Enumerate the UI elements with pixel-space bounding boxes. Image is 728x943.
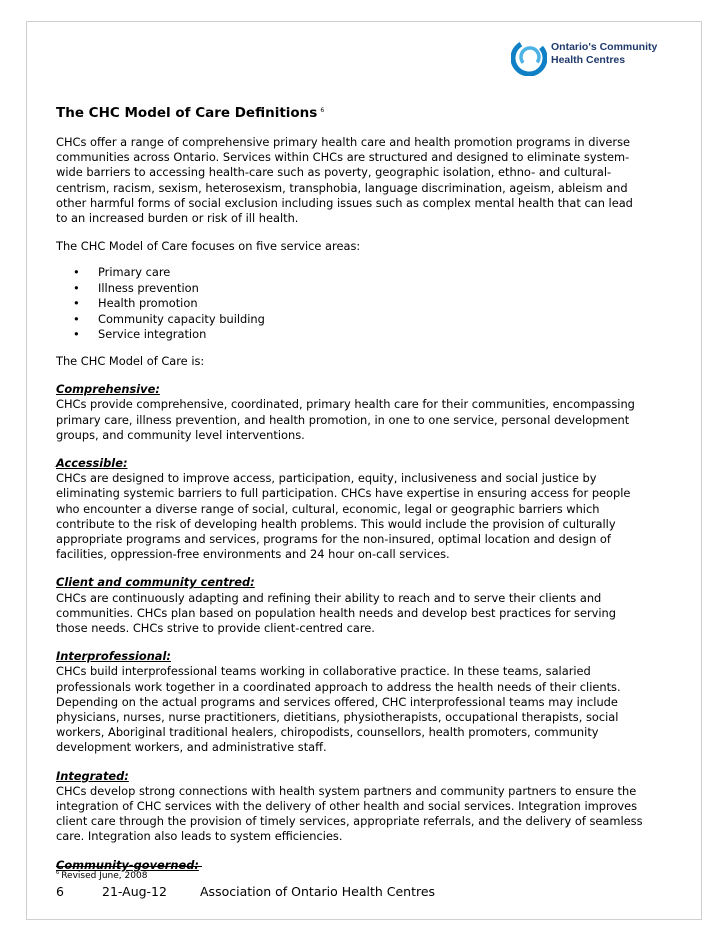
footer-page-number: 6 (56, 884, 64, 899)
footer-date: 21-Aug-12 (102, 884, 167, 899)
section-body-client-centred: CHCs are continuously adapting and refining their ability to reach and to serve their clients and communities. CHCs plan based on population health needs and develop best practices for serving those needs. CHCs strive to provide client-centred care. (56, 590, 616, 635)
bullet-icon: • (73, 296, 80, 311)
bullet-icon: • (73, 280, 80, 295)
section-heading-comprehensive: Comprehensive: (56, 382, 160, 397)
logo-text (551, 41, 657, 67)
list-item-text: Health promotion (98, 296, 198, 311)
bullet-icon: • (73, 327, 80, 342)
service-areas-list (56, 265, 646, 343)
page-title (56, 102, 646, 122)
intro-paragraph: CHCs offer a range of comprehensive primary health care and health promotion programs in diverse communities across Ontario. Services within CHCs are structured and designed to eliminate system-wide barriers to accessing health-care such as poverty, geographic isolation, ethno- and cultural-centrism, racism, sexism, heterosexism, transphobia, language discrimination, ageism, ableism and other harmful forms of social exclusion including issues such as complex mental health that can lead to an increased burden or risk of ill health. (56, 135, 633, 226)
list-item (56, 265, 646, 281)
section-body-accessible: CHCs are designed to improve access, participation, equity, inclusiveness and social justice by eliminating systemic barriers to full participation. CHCs have expertise in ensuring access for people who encounter a diverse range of social, cultural, economic, legal or geographic barriers which contribute to the risk of developing health problems. This would include the provision of culturally appropriate programs and services, programs for the non-insured, optimal location and design of facilities, oppression-free environments and 24 hour on-call services. (56, 471, 631, 562)
model-intro: The CHC Model of Care is: (56, 353, 205, 368)
footer-organization: Association of Ontario Health Centres (200, 884, 436, 899)
logo-line-1: Ontario's Community (551, 41, 658, 53)
bullet-icon: • (73, 311, 80, 326)
footnote-marker: 6 (56, 870, 60, 876)
list-item-text: Community capacity building (98, 311, 265, 326)
section-body-interprofessional: CHCs build interprofessional teams working in collaborative practice. In these teams, salaried professionals work together in a coordinated approach to address the health needs of their clients. Depending on the actual programs and services offered, CHC interprofessional teams may include physicians, nurses, nurse practitioners, dietitians, physiotherapists, occupational therapists, social workers, Aboriginal traditional healers, chiropodists, counsellors, health promoters, community development workers, and administrative staff. (56, 664, 621, 755)
title-footnote-ref: 6 (320, 107, 325, 114)
list-item (56, 312, 646, 328)
list-item (56, 327, 646, 343)
list-item-text: Primary care (98, 265, 171, 280)
list-item (56, 296, 646, 312)
section-body-comprehensive: CHCs provide comprehensive, coordinated, primary health care for their communities, encompassing primary care, illness prevention, and health promotion, in one to one service, personal development groups, and community level interventions. (56, 397, 635, 442)
section-heading-accessible: Accessible: (56, 455, 128, 470)
footnote-divider (56, 866, 202, 867)
section-heading-community-governed: Community-governed: (56, 857, 199, 872)
list-item (56, 281, 646, 297)
list-item-text: Illness prevention (98, 280, 199, 295)
section-heading-interprofessional: Interprofessional: (56, 649, 171, 664)
footnote-text: Revised June, 2008 (61, 871, 148, 881)
page-title-text: The CHC Model of Care Definitions (56, 105, 318, 121)
section-heading-client-centred: Client and community centred: (56, 575, 255, 590)
chc-logo (511, 40, 681, 78)
section-heading-integrated: Integrated: (56, 768, 129, 783)
document-body (56, 102, 646, 873)
focus-intro: The CHC Model of Care focuses on five service areas: (56, 239, 361, 254)
bullet-icon: • (73, 265, 80, 280)
footnote (56, 868, 147, 882)
chc-logo-icon (511, 40, 547, 76)
logo-line-2: Health Centres (551, 54, 626, 66)
section-body-integrated: CHCs develop strong connections with health system partners and community partners to ensure the integration of CHC services with the delivery of other health and social services. Integration improves client care through the provision of timely services, appropriate referrals, and the delivery of seamless care. Integration also leads to system efficiencies. (56, 783, 643, 844)
list-item-text: Service integration (98, 327, 207, 342)
